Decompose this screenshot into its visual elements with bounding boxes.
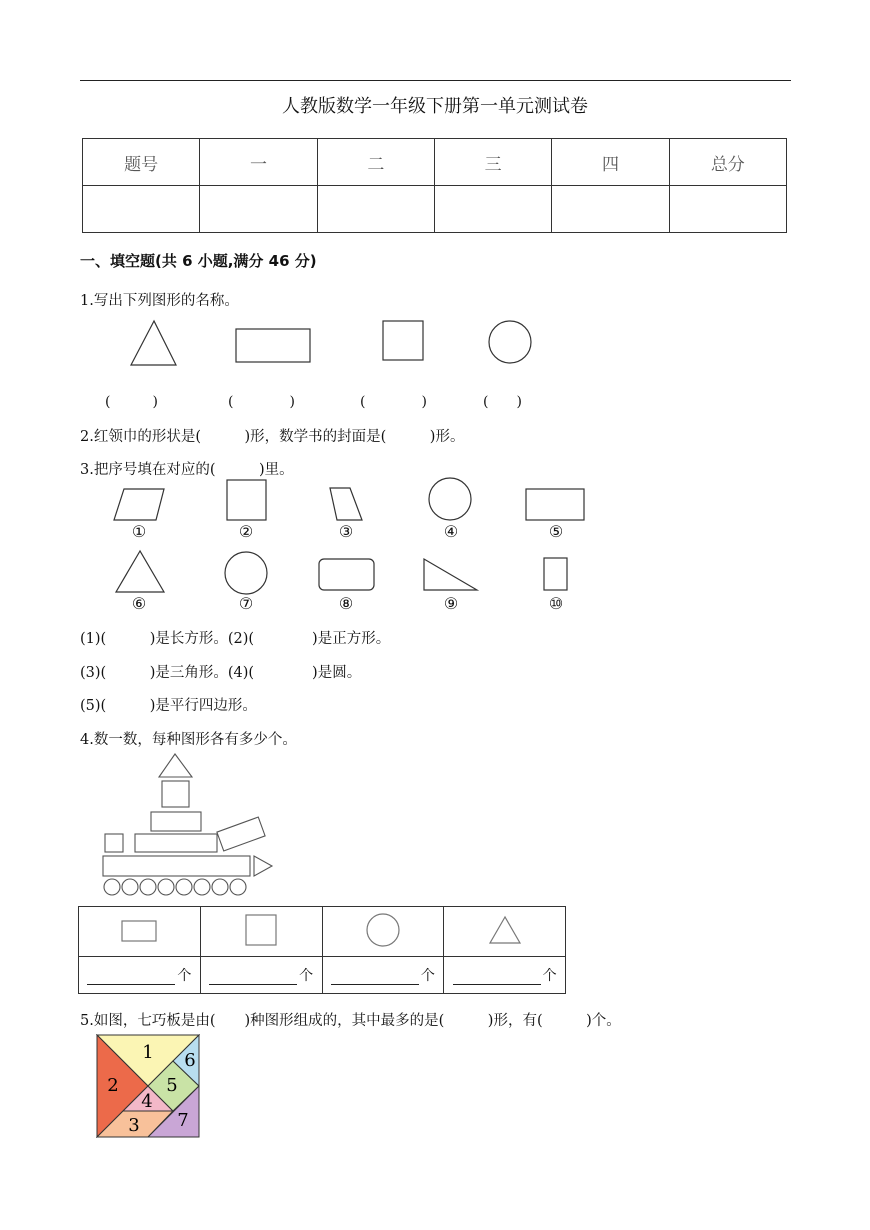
- question-5-text: 5.如图，七巧板是由( )种图形组成的，其中最多的是( )形，有( )个。: [80, 1013, 621, 1029]
- question-3-line: (5)( )是平行四边形。: [80, 698, 257, 714]
- score-header-cell: 题号: [83, 139, 200, 186]
- answer-line[interactable]: [331, 970, 419, 985]
- question-1-text: 1.写出下列图形的名称。: [80, 293, 239, 309]
- score-header-cell: 二: [317, 139, 434, 186]
- triangle-icon: [159, 754, 192, 777]
- question-4-text: 4.数一数，每种图形各有多少个。: [80, 732, 297, 748]
- rectangle-icon: [236, 329, 310, 362]
- question-1-shapes: [120, 315, 550, 375]
- shape-number: ②: [238, 522, 254, 541]
- score-value-row: [83, 186, 787, 233]
- count-blank-row: [79, 957, 566, 994]
- rectangle-icon: [119, 915, 159, 945]
- count-shape-cell: [200, 907, 322, 957]
- unit-label: 个: [299, 968, 314, 984]
- shape-number: ⑨: [443, 594, 459, 613]
- answer-blank[interactable]: ( ): [360, 394, 427, 410]
- circle-icon: [225, 552, 267, 594]
- score-header-cell: 一: [200, 139, 317, 186]
- shape-ship-figure: [95, 750, 285, 900]
- tangram-label: 1: [142, 1042, 154, 1063]
- tangram-label: 3: [128, 1115, 140, 1136]
- parallelogram-icon: [330, 488, 362, 520]
- header-rule: [80, 80, 791, 81]
- tangram-label: 7: [177, 1110, 189, 1131]
- tangram-label: 2: [107, 1075, 119, 1096]
- count-shape-cell: [444, 907, 566, 957]
- circle-icon: [194, 879, 210, 895]
- unit-label: 个: [420, 968, 435, 984]
- shape-number: ④: [443, 522, 459, 541]
- count-blank-cell[interactable]: [200, 957, 322, 994]
- answer-blank[interactable]: ( ): [105, 394, 158, 410]
- square-icon: [383, 321, 423, 360]
- answer-line[interactable]: [209, 970, 297, 985]
- shape-number: ⑦: [238, 594, 254, 613]
- circle-icon: [212, 879, 228, 895]
- circle-icon: [158, 879, 174, 895]
- triangle-icon: [485, 913, 525, 947]
- tangram-figure: [96, 1034, 200, 1138]
- question-3-line: (1)( )是长方形。(2)( )是正方形。: [80, 631, 391, 647]
- shape-number: ⑧: [338, 594, 354, 613]
- circle-icon: [122, 879, 138, 895]
- right-triangle-icon: [424, 559, 477, 590]
- tangram-label: 6: [184, 1050, 196, 1071]
- circle-icon: [230, 879, 246, 895]
- rectangle-icon: [544, 558, 567, 590]
- count-table: [78, 906, 566, 994]
- score-value-cell[interactable]: [552, 186, 669, 233]
- square-icon: [105, 834, 123, 852]
- shape-number: ⑥: [131, 594, 147, 613]
- circle-icon: [489, 321, 531, 363]
- score-value-cell[interactable]: [200, 186, 317, 233]
- square-icon: [162, 781, 189, 807]
- rectangle-icon: [217, 817, 265, 851]
- answer-line[interactable]: [87, 970, 175, 985]
- count-shape-cell: [322, 907, 444, 957]
- unit-label: 个: [542, 968, 557, 984]
- circle-icon: [429, 478, 471, 520]
- score-value-cell[interactable]: [434, 186, 551, 233]
- circle-icon: [104, 879, 120, 895]
- shape-number: ⑤: [548, 522, 564, 541]
- answer-blank[interactable]: ( ): [483, 394, 522, 410]
- question-2-text: 2.红领巾的形状是( )形，数学书的封面是( )形。: [80, 429, 465, 445]
- score-value-cell[interactable]: [317, 186, 434, 233]
- score-value-cell[interactable]: [669, 186, 786, 233]
- count-blank-cell[interactable]: [444, 957, 566, 994]
- circle-icon: [176, 879, 192, 895]
- section-heading: 一、填空题(共 6 小题,满分 46 分): [80, 252, 317, 270]
- question-3-text: 3.把序号填在对应的( )里。: [80, 462, 294, 478]
- triangle-icon: [254, 856, 272, 876]
- unit-label: 个: [177, 968, 192, 984]
- rectangle-icon: [151, 812, 201, 831]
- question-3-line: (3)( )是三角形。(4)( )是圆。: [80, 665, 362, 681]
- tangram-label: 5: [166, 1075, 178, 1096]
- rounded-rectangle-icon: [319, 559, 374, 590]
- triangle-icon: [116, 551, 164, 592]
- score-header-cell: 四: [552, 139, 669, 186]
- score-header-cell: 三: [434, 139, 551, 186]
- rectangle-icon: [526, 489, 584, 520]
- shape-number: ①: [131, 522, 147, 541]
- triangle-icon: [131, 321, 176, 365]
- answer-blank[interactable]: ( ): [228, 394, 295, 410]
- rectangle-icon: [135, 834, 217, 852]
- circle-icon: [363, 912, 403, 948]
- answer-line[interactable]: [453, 970, 541, 985]
- count-shape-row: [79, 907, 566, 957]
- rectangle-icon: [103, 856, 250, 876]
- parallelogram-icon: [114, 489, 164, 520]
- shape-number: ③: [338, 522, 354, 541]
- circle-icon: [140, 879, 156, 895]
- page-title: 人教版数学一年级下册第一单元测试卷: [282, 96, 588, 117]
- count-blank-cell[interactable]: [322, 957, 444, 994]
- count-shape-cell: [79, 907, 201, 957]
- score-header-row: [83, 139, 787, 186]
- count-blank-cell[interactable]: [79, 957, 201, 994]
- score-table: [82, 138, 787, 233]
- score-header-cell: 总分: [669, 139, 786, 186]
- score-value-cell[interactable]: [83, 186, 200, 233]
- square-icon: [241, 913, 281, 947]
- tangram-label: 4: [141, 1091, 153, 1112]
- square-icon: [227, 480, 266, 520]
- shape-number: ⑩: [548, 594, 564, 613]
